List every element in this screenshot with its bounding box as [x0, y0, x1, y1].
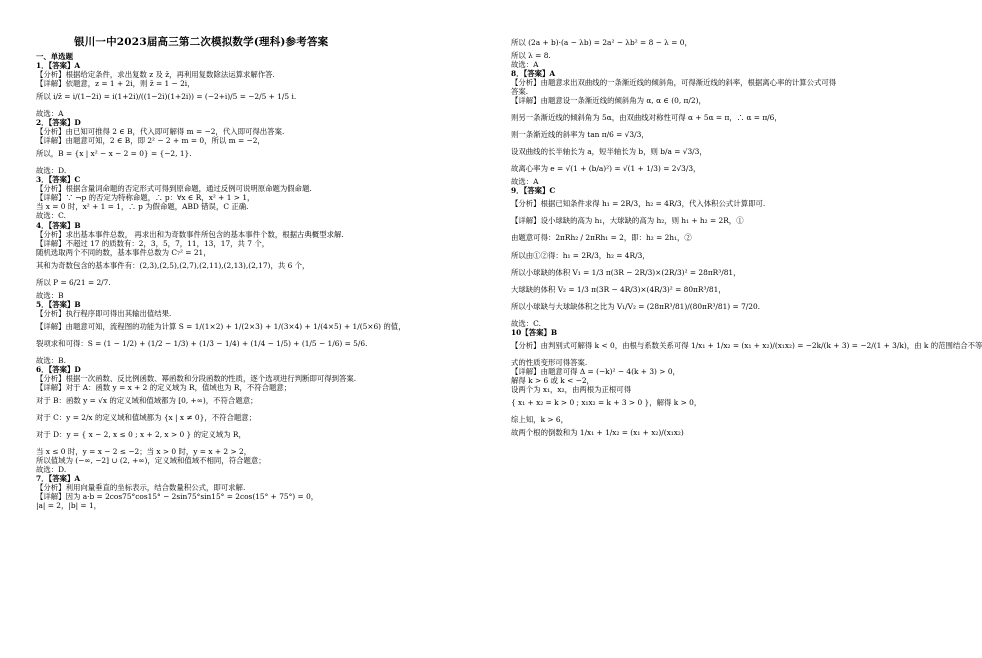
text-line: 其和为奇数包含的基本事件有：(2,3),(2,5),(2,7),(2,11),(2,13),(2,17)，共 6 个，: [36, 260, 310, 270]
text-line: 【详解】设小球缺的高为 h₁，大球缺的高为 h₂，则 h₁ + h₂ = 2R，①: [511, 216, 744, 226]
text-line: 式的性质变形可得答案.: [511, 357, 588, 367]
text-line: 解得 k > 6 或 k < −2，: [511, 375, 594, 385]
text-line: 大球缺的体积 V₂ = 1/3 π(3R − 4R/3)×(4R/3)² = 80πR³/81，: [511, 284, 726, 294]
text-line: 故选：A: [36, 109, 64, 119]
text-line: 1．【答案】A: [36, 61, 81, 71]
text-line: 故选：B: [36, 290, 64, 300]
text-line: 当 x = 0 时，x² + 1 = 1，∴ p 为假命题，ABD 错误，C 正确.: [36, 202, 249, 212]
text-line: 所以 (2a + b)·(a − λb) = 2a² − λb² = 8 − λ = 0，: [511, 38, 692, 47]
left-column: [36, 52, 474, 510]
text-line: 设双曲线的长半轴长为 a，短半轴长为 b，则 b/a = √3/3，: [511, 147, 707, 157]
text-line: 10【答案】B: [511, 327, 558, 337]
text-line: 则另一条渐近线的倾斜角为 5α，由双曲线对称性可得 α + 5α = π，∴ α = π/6，: [511, 113, 782, 123]
text-line: 答案.: [511, 87, 529, 97]
text-line: 故选：A: [511, 60, 539, 70]
text-line: 【详解】对于 A：函数 y = x + 2 的定义域为 R，值域也为 R，不符合题意；: [36, 382, 292, 392]
text-line: 故选：D.: [36, 465, 67, 475]
text-line: 裂项求和可得：S = (1 − 1/2) + (1/2 − 1/3) + (1/3 − 1/4) + (1/4 − 1/5) + (1/5 − 1/6) = 5/6.: [36, 338, 368, 348]
text-line: 【分析】由判别式可解得 k < 0，由根与系数关系可得 1/x₁ + 1/x₂ = (x₁ + x₂)/(x₁x₂) = −2k/(k + 3) = −2/(1 + 3/k)，由 k 的范围结合不等: [511, 340, 982, 350]
text-line: 6．【答案】D: [36, 364, 81, 374]
text-line: { x₁ + x₂ = k > 0 ; x₁x₂ = k + 3 > 0 }，解得 k > 0，: [511, 397, 702, 407]
text-line: 【详解】∵ ¬p 的否定为特称命题，∴ p：∀x ∈ R，x² + 1 > 1，: [36, 193, 255, 203]
text-line: 【详解】因为 a·b = 2cos75°cos15° − 2sin75°sin15° = 2cos(15° + 75°) = 0，: [36, 492, 319, 502]
text-line: 所以，B = {x | x² − x − 2 = 0} = {−2, 1}.: [36, 149, 192, 159]
text-line: 7．【答案】A: [36, 474, 81, 484]
text-line: 【详解】依题意，z = 1 + 2i，则 z̄ = 1 − 2i，: [36, 79, 195, 89]
text-line: 【分析】根据给定条件，求出复数 z 及 z̄，再利用复数除法运算求解作答.: [36, 70, 275, 80]
text-line: 对于 B：函数 y = √x 的定义域和值域都为 [0, +∞)，不符合题意；: [36, 395, 258, 405]
text-line: 故选：D.: [36, 166, 67, 176]
text-line: 【分析】根据含量词命题的否定形式可得到原命题，通过反例可说明原命题为假命题.: [36, 184, 312, 194]
right-column: [511, 38, 982, 437]
text-line: 则一条渐近线的斜率为 tan π/6 = √3/3，: [511, 130, 649, 140]
text-line: 8．【答案】A: [511, 69, 556, 79]
text-line: 【分析】根据一次函数、反比例函数、幂函数和分段函数的性质，逐个选项进行判断即可得到答案.: [36, 373, 357, 383]
text-line: 2．【答案】D: [36, 118, 81, 128]
text-line: 随机选取两个不同的数，基本事件总数为 C₇² = 21，: [36, 247, 211, 257]
text-line: 所以 λ = 8.: [511, 51, 551, 61]
text-line: 【详解】不超过 17 的质数有：2，3，5，7，11，13，17，共 7 个，: [36, 238, 270, 248]
text-line: 故选：B.: [36, 355, 66, 365]
text-line: 所以值域为 (−∞, −2] ∪ (2, +∞)，定义域和值域不相同，符合题意；: [36, 456, 266, 466]
text-line: 3．【答案】C: [36, 175, 81, 185]
text-line: 故选：C.: [36, 211, 66, 221]
text-line: 故选：A: [511, 177, 539, 187]
text-line: 对于 D：y = { x − 2, x ≤ 0 ; x + 2, x > 0 } 的定义域为 R，: [36, 430, 246, 440]
text-line: 一、单选题: [36, 52, 73, 61]
text-line: 所以 P = 6/21 = 2/7.: [36, 277, 111, 287]
text-line: 【分析】由题意求出双曲线的一条渐近线的倾斜角，可得渐近线的斜率，根据离心率的计算公式可得: [511, 78, 837, 88]
text-line: 【详解】由题意设一条渐近线的倾斜角为 α, α ∈ (0, π/2)，: [511, 96, 706, 106]
text-line: 【详解】由题意可知，流程图的功能为计算 S = 1/(1×2) + 1/(2×3) + 1/(3×4) + 1/(4×5) + 1/(5×6) 的值，: [36, 321, 406, 331]
text-line: 5．【答案】B: [36, 299, 81, 309]
text-line: 所以小球缺的体积 V₁ = 1/3 π(3R − 2R/3)×(2R/3)² = 28πR³/81，: [511, 267, 741, 277]
text-line: 所以由①②得：h₁ = 2R/3，h₂ = 4R/3，: [511, 250, 650, 260]
text-line: 所以 i/z̄ = i/(1−2i) = i(1+2i)/((1−2i)(1+2i)) = (−2+i)/5 = −2/5 + 1/5 i.: [36, 92, 297, 102]
text-line: 所以小球缺与大球缺体积之比为 V₁/V₂ = (28πR³/81)/(80πR³/81) = 7/20.: [511, 301, 761, 311]
text-line: 【详解】由题意可得 Δ = (−k)² − 4(k + 3) > 0，: [511, 366, 680, 376]
text-line: 【分析】执行程序即可得出其输出值结果.: [36, 308, 172, 318]
text-line: 当 x ≤ 0 时，y = x − 2 ≤ −2；当 x > 0 时，y = x + 2 > 2，: [36, 447, 252, 457]
text-line: 【分析】根据已知条件求得 h₁ = 2R/3，h₂ = 4R/3，代入体积公式计算即可.: [511, 199, 766, 209]
text-line: 【分析】利用向量垂直的坐标表示，结合数量积公式，即可求解.: [36, 483, 246, 493]
text-line: 故选：C.: [511, 318, 541, 328]
text-line: |a| = 2，|b| = 1，: [36, 501, 102, 511]
text-line: 对于 C：y = 2/x 的定义域和值域都为 {x | x ≠ 0}，不符合题意；: [36, 413, 257, 422]
text-line: 4．【答案】B: [36, 220, 81, 230]
text-line: 【详解】由题意可知，2 ∈ B，即 2² − 2 + m = 0，所以 m = −2，: [36, 136, 265, 146]
text-line: 故离心率为 e = √(1 + (b/a)²) = √(1 + 1/3) = 2√3/3，: [511, 164, 701, 174]
text-line: 【分析】由已知可推得 2 ∈ B，代入即可解得 m = −2，代入即可得出答案.: [36, 127, 285, 137]
text-line: 由题意可得：2πRh₂ / 2πRh₁ = 2，即：h₂ = 2h₁，②: [511, 233, 692, 243]
text-line: 设两个为 x₁，x₂，由两根为正根可得: [511, 384, 632, 394]
text-line: 9．【答案】C: [511, 186, 556, 196]
text-line: 综上知，k > 6，: [511, 414, 569, 424]
document-title: 银川一中2023届高三第二次模拟数学(理科)参考答案: [74, 36, 329, 48]
text-line: 故两个根的倒数和为 1/x₁ + 1/x₂ = (x₁ + x₂)/(x₁x₂): [511, 427, 684, 437]
text-line: 【分析】求出基本事件总数， 再求出和为奇数事件所包含的基本事件个数，根据古典概型求解.: [36, 229, 344, 239]
